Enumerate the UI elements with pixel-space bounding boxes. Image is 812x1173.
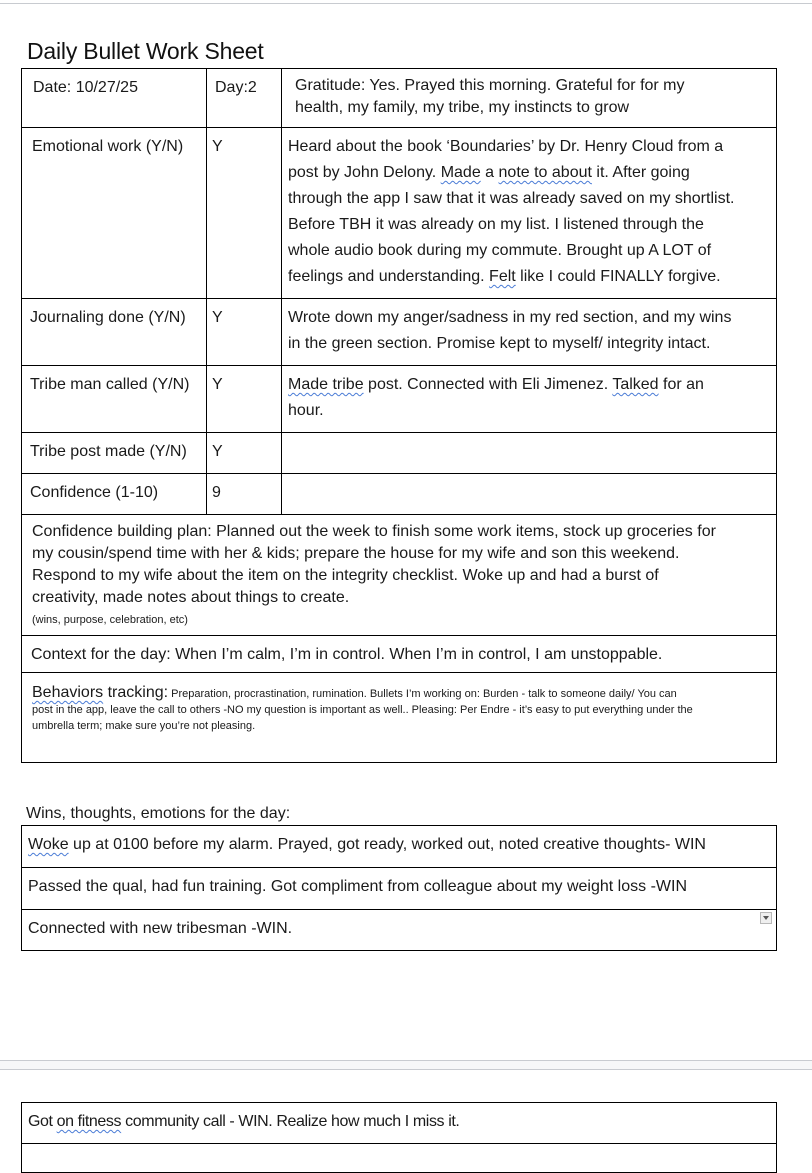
notes-line bbox=[288, 264, 721, 290]
notes-line: Heard about the book ‘Boundaries’ by Dr. Henry Cloud from a bbox=[288, 138, 724, 155]
wins-item-cell[interactable] bbox=[21, 1143, 777, 1173]
chevron-down-icon[interactable] bbox=[760, 912, 772, 924]
document-title: Daily Bullet Work Sheet bbox=[27, 38, 264, 64]
text-run: Got bbox=[28, 1113, 57, 1130]
tracker-label: Tribe post made (Y/N) bbox=[30, 443, 187, 460]
plan-line: my cousin/spend time with her & kids; prepare the house for my wife and son this weekend. bbox=[32, 545, 680, 562]
notes-line: hour. bbox=[288, 402, 324, 419]
behaviors-label: tracking: bbox=[103, 684, 169, 701]
wins-item bbox=[28, 832, 706, 858]
notes-line bbox=[288, 372, 704, 398]
tracker-value: Y bbox=[212, 376, 223, 393]
tracker-row-confidence-notes-cell[interactable] bbox=[281, 473, 777, 515]
text-run: like I could FINALLY forgive. bbox=[515, 268, 721, 285]
notes-line: Before TBH it was already on my list. I listened through the bbox=[288, 216, 704, 233]
gratitude-line-2: health, my family, my tribe, my instincts to grow bbox=[295, 99, 630, 116]
tracker-value: 9 bbox=[212, 484, 221, 501]
text-run: feelings and understanding. bbox=[288, 268, 490, 285]
spellcheck-flag[interactable]: on fitness bbox=[56, 1113, 122, 1130]
spellcheck-flag[interactable]: note to about bbox=[498, 164, 592, 181]
plan-hint: (wins, purpose, celebration, etc) bbox=[32, 614, 188, 626]
plan-line: Respond to my wife about the item on the integrity checklist. Woke up and had a burst of bbox=[32, 567, 659, 584]
notes-line: through the app I saw that it was already saved on my shortlist. bbox=[288, 190, 735, 207]
spellcheck-flag[interactable]: Talked bbox=[612, 376, 659, 393]
date-text: Date: 10/27/25 bbox=[33, 79, 138, 96]
wins-heading: Wins, thoughts, emotions for the day: bbox=[26, 805, 291, 822]
tracker-label: Emotional work (Y/N) bbox=[32, 138, 184, 155]
behaviors-line-2: post in the app, leave the call to others -NO my question is important as well.. Pleasing: Per Endre - it’s easy to put everything under the bbox=[32, 704, 693, 716]
notes-line: in the green section. Promise kept to myself/ integrity intact. bbox=[288, 335, 711, 352]
notes-line: whole audio book during my commute. Brought up A LOT of bbox=[288, 242, 712, 259]
tracker-label: Confidence (1-10) bbox=[30, 484, 159, 501]
spellcheck-flag[interactable]: Made bbox=[440, 164, 481, 181]
behaviors-text: Preparation, procrastination, rumination. Bullets I’m working on: Burden - talk to someone daily/ You can bbox=[168, 688, 677, 700]
text-run: up at 0100 before my alarm. Prayed, got ready, worked out, noted creative thoughts- WIN bbox=[68, 836, 706, 853]
plan-line: creativity, made notes about things to create. bbox=[32, 589, 350, 606]
spellcheck-flag[interactable]: Made tribe bbox=[288, 376, 364, 393]
text-run: post. Connected with Eli Jimenez. bbox=[363, 376, 613, 393]
text-run: a bbox=[480, 164, 499, 181]
plan-line: Confidence building plan: Planned out the week to finish some work items, stock up groceries for bbox=[32, 523, 716, 540]
window-top-border bbox=[0, 3, 812, 4]
wins-item bbox=[28, 1109, 459, 1135]
tracker-value: Y bbox=[212, 443, 223, 460]
wins-item: Connected with new tribesman -WIN. bbox=[28, 920, 293, 937]
spellcheck-flag[interactable]: Behaviors bbox=[32, 684, 104, 701]
text-run: community call - WIN. Realize how much I miss it. bbox=[121, 1113, 460, 1130]
spellcheck-flag[interactable]: Woke bbox=[28, 836, 69, 853]
gratitude-line-1: Gratitude: Yes. Prayed this morning. Grateful for for my bbox=[295, 77, 685, 94]
tracker-value: Y bbox=[212, 138, 223, 155]
text-run: post by John Delony. bbox=[288, 164, 441, 181]
tracker-value: Y bbox=[212, 309, 223, 326]
context-text: Context for the day: When I’m calm, I’m in control. When I’m in control, I am unstoppable. bbox=[31, 646, 663, 663]
day-text: Day:2 bbox=[215, 79, 257, 96]
page-break bbox=[0, 1060, 812, 1070]
notes-line: Wrote down my anger/sadness in my red section, and my wins bbox=[288, 309, 732, 326]
tracker-label: Journaling done (Y/N) bbox=[30, 309, 186, 326]
tracker-label: Tribe man called (Y/N) bbox=[30, 376, 190, 393]
tracker-row-tribe-post-notes-cell[interactable] bbox=[281, 432, 777, 474]
text-run: it. After going bbox=[591, 164, 690, 181]
wins-item: Passed the qual, had fun training. Got compliment from colleague about my weight loss -WIN bbox=[28, 878, 687, 895]
spellcheck-flag[interactable]: Felt bbox=[489, 268, 516, 285]
notes-line bbox=[288, 160, 690, 186]
behaviors-line-3: umbrella term; make sure you’re not pleasing. bbox=[32, 720, 256, 732]
text-run: for an bbox=[658, 376, 704, 393]
